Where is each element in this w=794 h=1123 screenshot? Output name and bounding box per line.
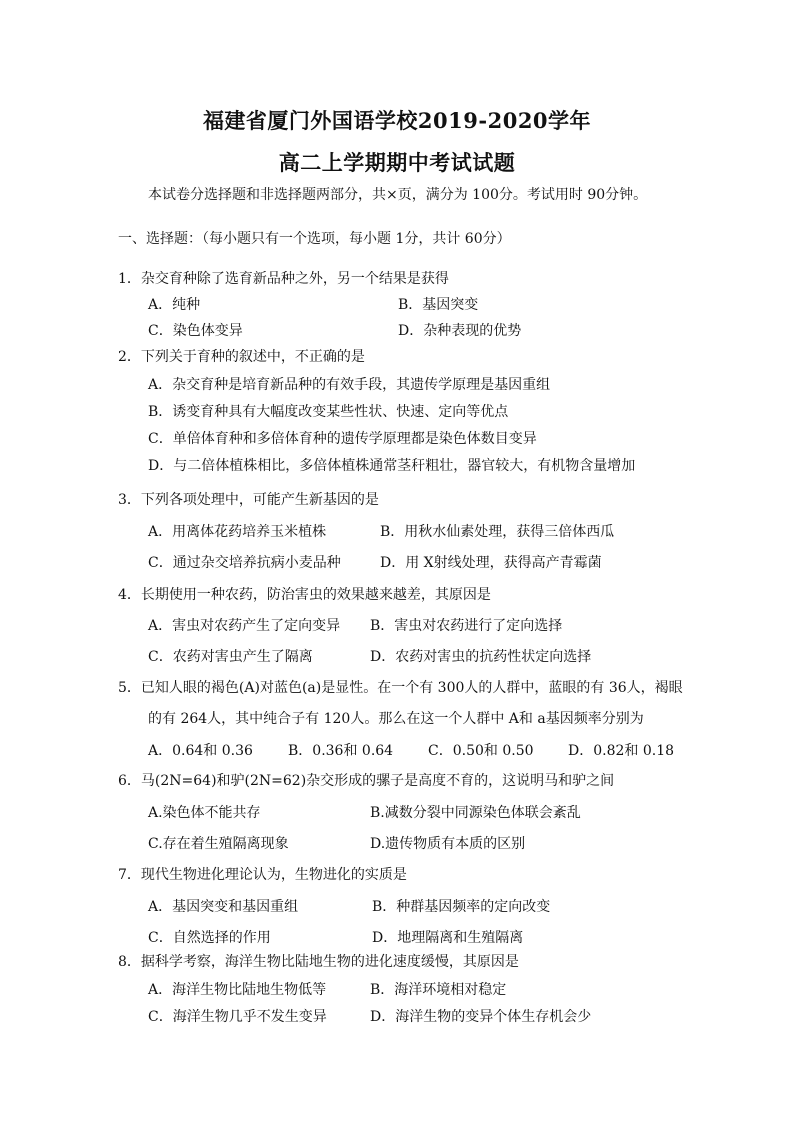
question-8-option-a: A．海洋生物比陆地生物低等: [148, 982, 327, 998]
question-4-stem: 4．长期使用一种农药，防治害虫的效果越来越差，其原因是: [118, 587, 491, 603]
question-2-option-d: D．与二倍体植株相比，多倍体植株通常茎秆粗壮，器官较大，有机物含量增加: [148, 458, 636, 474]
question-4-option-d: D．农药对害虫的抗药性状定向选择: [370, 649, 592, 665]
question-6-option-b: B.减数分裂中同源染色体联会紊乱: [370, 805, 581, 821]
question-5-stem-continued: 的有 264人，其中纯合子有 120人。那么在这一个人群中 A和 a基因频率分别为: [148, 711, 644, 727]
question-5-option-a: A．0.64和 0.36: [148, 743, 253, 759]
question-6-option-a: A.染色体不能共存: [148, 805, 261, 821]
question-1-option-d: D．杂种表现的优势: [398, 323, 522, 339]
exam-subtitle: 高二上学期期中考试试题: [278, 150, 516, 175]
question-5-option-d: D．0.82和 0.18: [568, 743, 675, 759]
question-7-option-a: A．基因突变和基因重组: [148, 899, 299, 915]
question-6-stem: 6．马(2N=64)和驴(2N=62)杂交形成的骡子是高度不育的，这说明马和驴之间: [118, 773, 615, 789]
question-2-option-b: B．诱变育种具有大幅度改变某些性状、快速、定向等优点: [148, 404, 509, 420]
question-1-option-a: A．纯种: [148, 297, 201, 313]
question-1-stem: 1．杂交育种除了选育新品种之外，另一个结果是获得: [118, 271, 449, 287]
question-3-option-a: A．用离体花药培养玉米植株: [148, 524, 327, 540]
question-2-stem: 2．下列关于育种的叙述中，不正确的是: [118, 349, 365, 365]
question-8-option-d: D．海洋生物的变异个体生存机会少: [370, 1009, 592, 1025]
question-3-option-d: D．用 X射线处理，获得高产青霉菌: [380, 555, 602, 571]
exam-instructions: 本试卷分选择题和非选择题两部分，共×页，满分为 100分。考试用时 90分钟。: [148, 187, 648, 203]
question-8-option-b: B．海洋环境相对稳定: [370, 982, 507, 998]
question-4-option-b: B．害虫对农药进行了定向选择: [370, 618, 563, 634]
question-7-option-b: B．种群基因频率的定向改变: [372, 899, 551, 915]
question-8-option-c: C．海洋生物几乎不发生变异: [148, 1009, 327, 1025]
question-1-option-b: B．基因突变: [398, 297, 479, 313]
question-3-stem: 3．下列各项处理中，可能产生新基因的是: [118, 492, 379, 508]
question-7-stem: 7．现代生物进化理论认为，生物进化的实质是: [118, 867, 407, 883]
question-7-option-d: D．地理隔离和生殖隔离: [372, 930, 524, 946]
question-5-stem: 5．已知人眼的褐色(A)对蓝色(a)是显性。在一个有 300人的人群中，蓝眼的有 36人，褐眼: [118, 680, 683, 696]
question-2-option-a: A．杂交育种是培育新品种的有效手段，其遗传学原理是基因重组: [148, 377, 551, 393]
question-4-option-c: C．农药对害虫产生了隔离: [148, 649, 313, 665]
question-5-option-b: B．0.36和 0.64: [288, 743, 394, 759]
question-6-option-c: C.存在着生殖隔离现象: [148, 836, 289, 852]
section-heading: 一、选择题：（每小题只有一个选项，每小题 1分，共计 60分）: [118, 231, 511, 247]
question-3-option-b: B．用秋水仙素处理，获得三倍体西瓜: [380, 524, 615, 540]
question-1-option-c: C．染色体变异: [148, 323, 243, 339]
question-8-stem: 8．据科学考察，海洋生物比陆地生物的进化速度缓慢，其原因是: [118, 954, 519, 970]
question-7-option-c: C．自然选择的作用: [148, 930, 271, 946]
question-5-option-c: C．0.50和 0.50: [428, 743, 534, 759]
question-2-option-c: C．单倍体育种和多倍体育种的遗传学原理都是染色体数目变异: [148, 431, 537, 447]
question-3-option-c: C．通过杂交培养抗病小麦品种: [148, 555, 341, 571]
question-6-option-d: D.遗传物质有本质的区别: [370, 836, 526, 852]
exam-title: 福建省厦门外国语学校2019-2020学年: [202, 108, 592, 133]
question-4-option-a: A．害虫对农药产生了定向变异: [148, 618, 341, 634]
